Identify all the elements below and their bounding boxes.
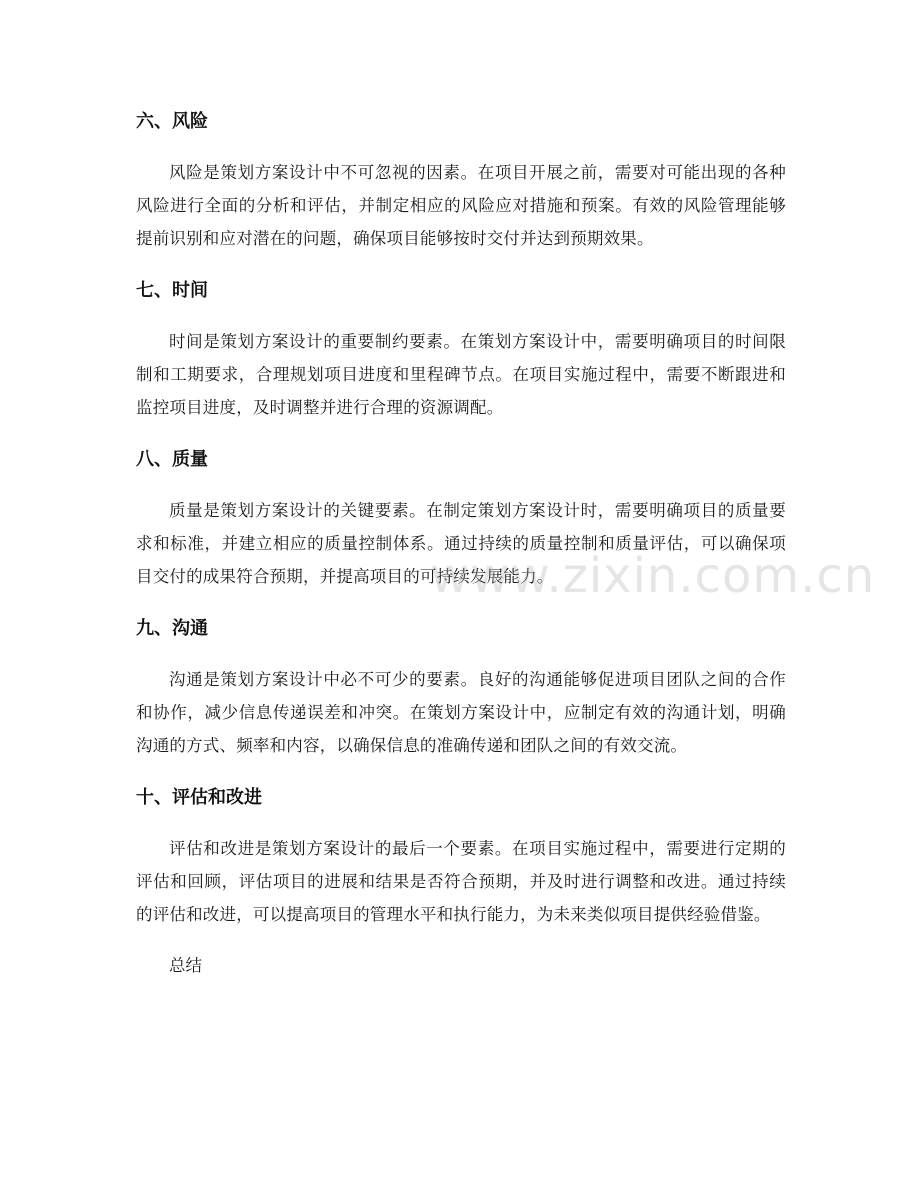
section-paragraph: 时间是策划方案设计的重要制约要素。在策划方案设计中，需要明确项目的时间限制和工期要求，合理规划项目进度和里程碑节点。在项目实施过程中，需要不断跟进和监控项目进度，及时调整并进行合理的资源调配。	[136, 332, 786, 417]
section-title: 七、时间	[136, 280, 208, 301]
section-evaluation	[136, 780, 786, 931]
section-communication	[136, 611, 786, 762]
section-paragraph: 风险是策划方案设计中不可忽视的因素。在项目开展之前，需要对可能出现的各种风险进行全面的分析和评估，并制定相应的风险应对措施和预案。有效的风险管理能够提前识别和应对潜在的问题，确保项目能够按时交付并达到预期效果。	[136, 163, 786, 248]
section-title: 八、质量	[136, 449, 208, 470]
section-risk	[136, 104, 786, 255]
section-paragraph: 评估和改进是策划方案设计的最后一个要素。在项目实施过程中，需要进行定期的评估和回顾，评估项目的进展和结果是否符合预期，并及时进行调整和改进。通过持续的评估和改进，可以提高项目的管理水平和执行能力，为未来类似项目提供经验借鉴。	[136, 839, 786, 924]
section-title: 十、评估和改进	[136, 787, 262, 808]
section-title: 六、风险	[136, 111, 208, 132]
section-paragraph: 质量是策划方案设计的关键要素。在制定策划方案设计时，需要明确项目的质量要求和标准，并建立相应的质量控制体系。通过持续的质量控制和质量评估，可以确保项目交付的成果符合预期，并提高项目的可持续发展能力。	[136, 501, 786, 586]
section-quality	[136, 442, 786, 593]
watermark: www.zixin.com.cn	[430, 548, 876, 604]
section-title: 九、沟通	[136, 618, 208, 639]
section-paragraph: 沟通是策划方案设计中必不可少的要素。良好的沟通能够促进项目团队之间的合作和协作，减少信息传递误差和冲突。在策划方案设计中，应制定有效的沟通计划，明确沟通的方式、频率和内容，以确保信息的准确传递和团队之间的有效交流。	[136, 670, 786, 755]
summary-label: 总结	[169, 956, 202, 975]
document-content	[136, 104, 786, 982]
section-time	[136, 273, 786, 424]
